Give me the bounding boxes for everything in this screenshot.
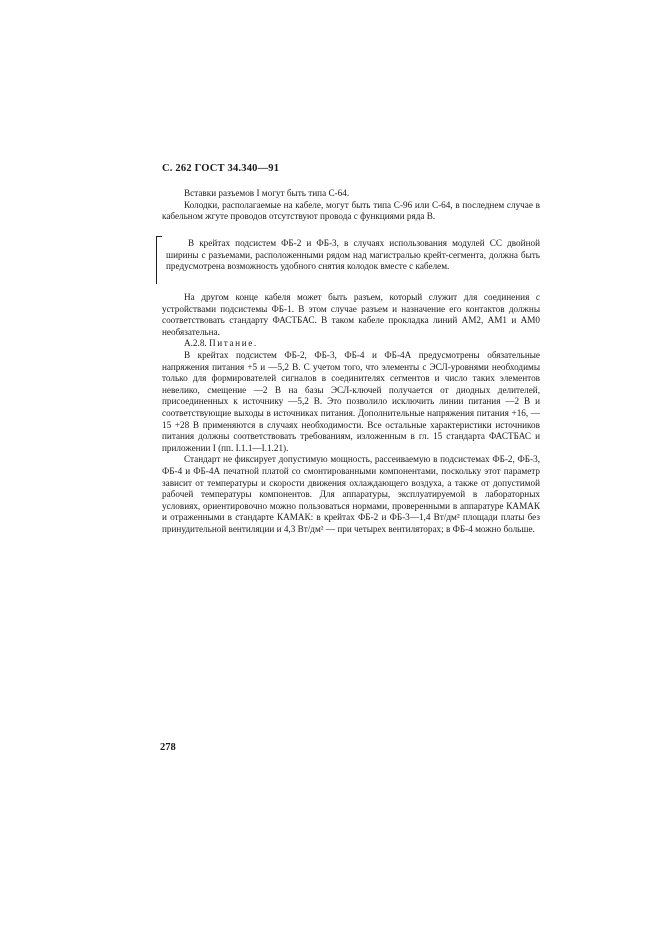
intro-section bbox=[162, 188, 540, 223]
paragraph-power: В крейтах подсистем ФБ-2, ФБ-3, ФБ-4 и ФБ-4А предусмотрены обязательные напряжения питания +5 и —5,2 В. С учетом того, что элементы с ЭСЛ-уровнями необходимы только для формирователей сигналов в соединителях сегментов и число таких элементов невелико, смещение —2 В на базы ЭСЛ-ключей получается от диодных делителей, присоединенных к источнику —5,2 В. Это позволило исключить линии питания —2 В и соответствующие выходы в источниках питания. Дополнительные напряжения питания +16, —15 +28 В применяются в случаях необходимости. Все остальные характеристики источников питания должны соответствовать требованиям, изложенным в гл. 15 стандарта ФАСТБАС и приложении I (пп. I.1.1—I.1.21). bbox=[162, 349, 540, 453]
section-number: А.2.8. bbox=[184, 338, 207, 349]
page-header: С. 262 ГОСТ 34.340—91 bbox=[162, 163, 280, 174]
note-text: В крейтах подсистем ФБ-2 и ФБ-3, в случаях использования модулей СС двойной ширины с разъемами, расположенными рядом над магистралью крейт-сегмента, должна быть предусмотрена возможность удобного снятия колодок вместе с кабелем. bbox=[166, 238, 540, 272]
note-bracket-line bbox=[156, 236, 157, 284]
page-number: 278 bbox=[160, 742, 176, 753]
section-title: Питание. bbox=[209, 338, 258, 349]
paragraph-connectors: Колодки, располагаемые на кабеле, могут быть типа С-96 или С-64, в последнем случае в кабельном жгуте проводов отсутствуют провода с функциями ряда В. bbox=[162, 199, 540, 222]
section-heading bbox=[162, 338, 540, 350]
paragraph-cable-end: На другом конце кабеля может быть разъем, который служит для соединения с устройствами подсистемы ФБ-1. В этом случае разъем и назначение его контактов должны соответствовать стандарту ФАСТБАС. В таком кабеле прокладка линий АМ2, АМ1 и АМ0 необязательна. bbox=[162, 292, 540, 337]
paragraph-inserts: Вставки разъемов I могут быть типа С-64. bbox=[184, 188, 350, 198]
note-block bbox=[160, 238, 540, 273]
body-section bbox=[162, 292, 540, 535]
paragraph-dissipation: Стандарт не фиксирует допустимую мощность, рассеиваемую в подсистемах ФБ-2, ФБ-3, ФБ-4 и ФБ-4А печатной платой со смонтированными компонентами, поскольку этот параметр зависит от температуры и скорости движения охлаждающего воздуха, а также от допустимой рабочей температуры компонентов. Для аппаратуры, эксплуатируемой в лабораторных условиях, ориентировочно можно пользоваться нормами, проверенными в аппаратуре КАМАК и отраженными в стандарте КАМАК: в крейтах ФБ-2 и ФБ-3—1,4 Вт/дм² площади платы без принудительной вентиляции и 4,3 Вт/дм² — при четырех вентиляторах; в ФБ-4 можно больше. bbox=[162, 454, 540, 534]
